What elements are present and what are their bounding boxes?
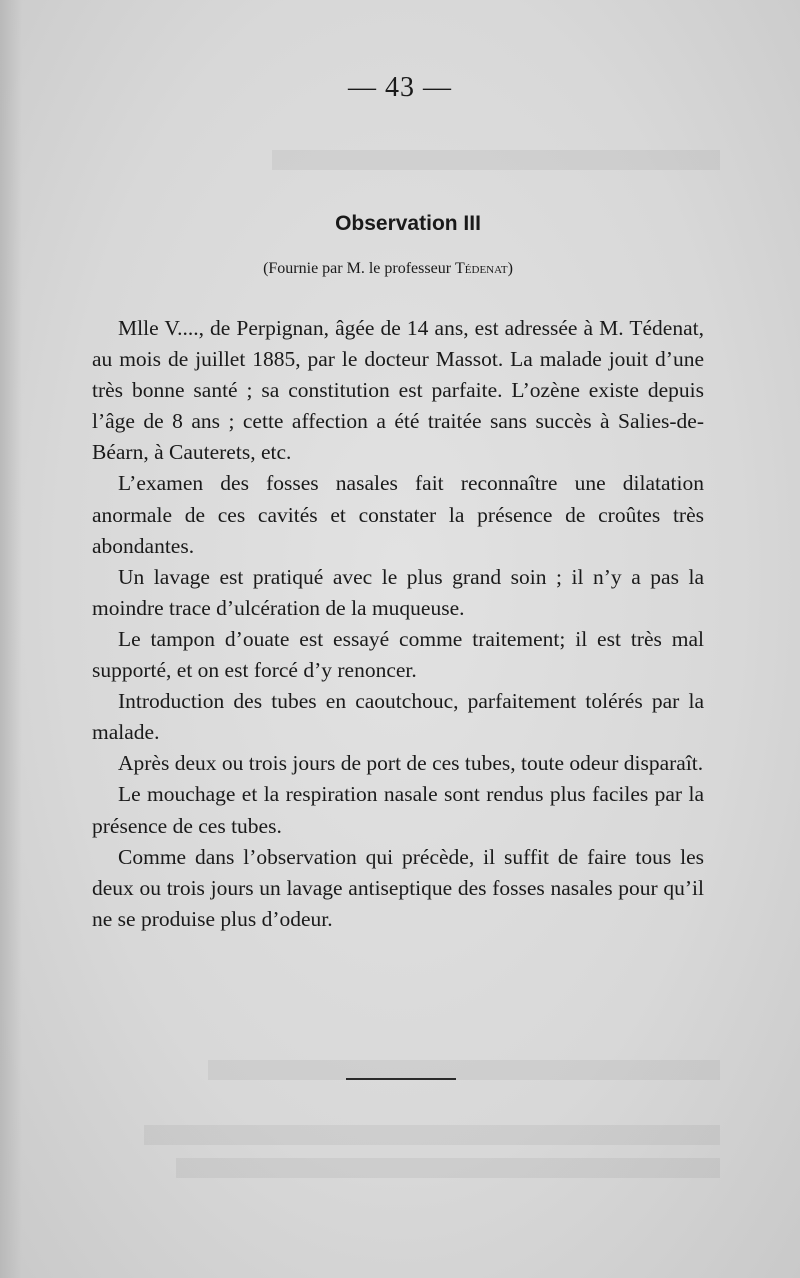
- paragraph: Introduction des tubes en caoutchouc, parfaitement tolérés par la malade.: [92, 689, 704, 745]
- bleed-through-line: [80, 1158, 720, 1178]
- paragraph: Comme dans l’observation qui précède, il suffit de faire tous les deux ou trois jours un lavage antiseptique des fosses nasales pour qu’il ne se produise plus d’odeur.: [92, 844, 704, 931]
- subtitle-name: Tédenat: [455, 260, 508, 277]
- bleed-through-line: [80, 1125, 720, 1145]
- paragraph: Mlle V...., de Perpignan, âgée de 14 ans, est adressée à M. Tédenat, au mois de juillet 1885, par le docteur Massot. La malade jouit d’une très bonne santé ; sa constitution est parfaite. L’ozène existe depuis l’âge de 8 ans ; cette affection a été traitée sans succès à Salies-de-Béarn, à Cauterets, etc.: [92, 316, 704, 465]
- subtitle-suffix: ): [507, 260, 513, 277]
- paragraph: Le mouchage et la respiration nasale sont rendus plus faciles par la présence de ces tubes.: [92, 782, 704, 838]
- observation-title: Observation III: [335, 212, 481, 235]
- paragraph: Le tampon d’ouate est essayé comme traitement; il est très mal supporté, et on est forcé d’y renoncer.: [92, 626, 704, 683]
- paragraph: Un lavage est pratiqué avec le plus grand soin ; il n’y a pas la moindre trace d’ulcération de la muqueuse.: [92, 564, 704, 620]
- paragraph: Après deux ou trois jours de port de ces tubes, toute odeur disparaît.: [118, 751, 704, 776]
- bleed-through-line: [80, 150, 720, 170]
- paragraph: L’examen des fosses nasales fait reconnaître une dilatation anormale de ces cavités et constater la présence de croûtes très abondantes.: [92, 471, 704, 558]
- subtitle-prefix: (Fournie par M. le professeur: [263, 260, 456, 277]
- bleed-through-line: [80, 1060, 720, 1080]
- page-edge-shadow: [0, 0, 22, 1278]
- section-divider: [346, 1078, 456, 1080]
- page-number: — 43 —: [348, 72, 452, 103]
- observation-subtitle: [0, 260, 776, 278]
- observation-body: [92, 313, 704, 935]
